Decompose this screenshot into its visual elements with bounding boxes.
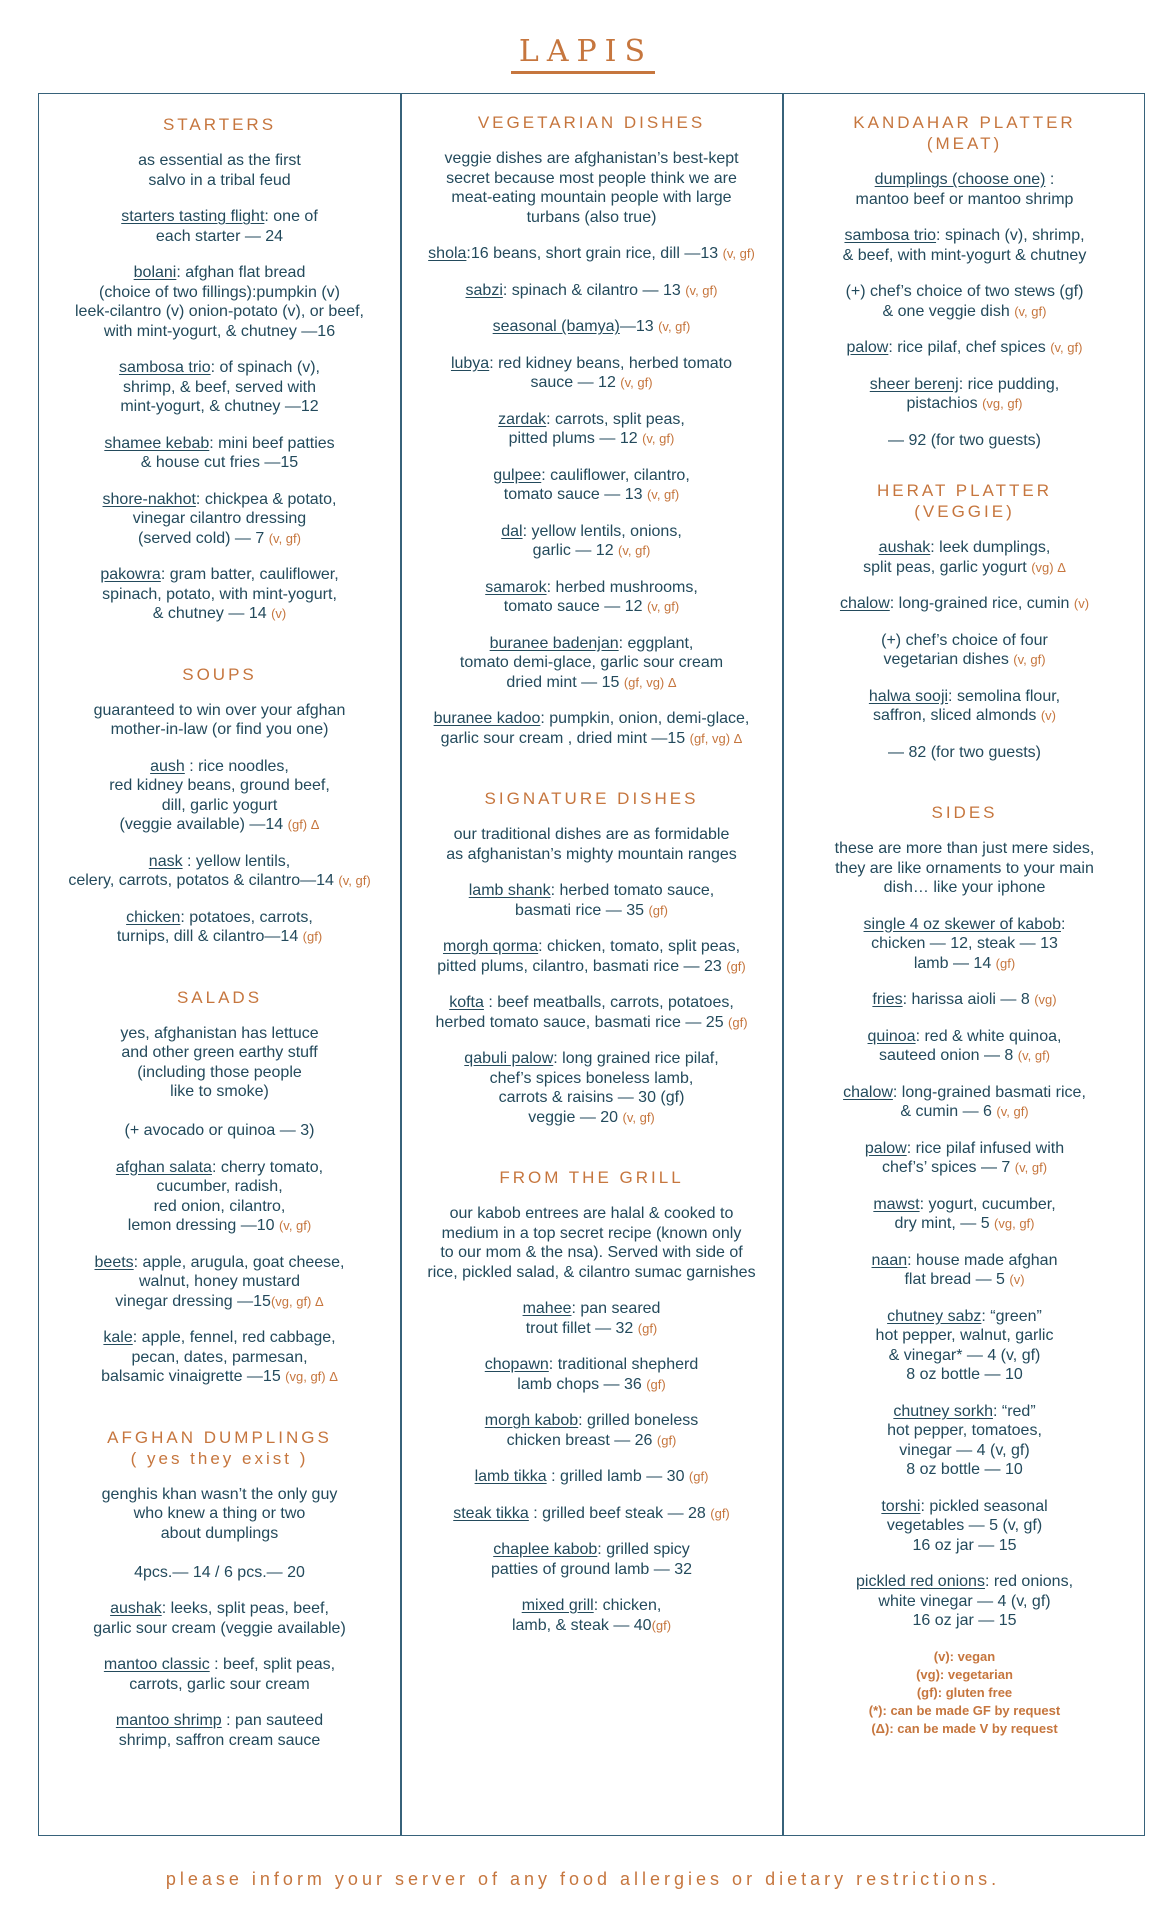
- menu-item: [407, 1299, 776, 1338]
- menu-item-name: morgh kabob: [484, 1412, 579, 1429]
- section-title-text: STARTERS: [162, 115, 277, 134]
- section-intro: veggie dishes are afghanistan’s best-kept secret because most people think we are meat-eating mountain people with large turbans (also true): [444, 150, 739, 226]
- dietary-tags: (vg, gf) Δ: [285, 1369, 338, 1384]
- dietary-tags: (gf): [651, 1617, 672, 1633]
- dietary-tags: (v, gf): [618, 543, 651, 558]
- menu-item-name: dal: [501, 522, 523, 540]
- menu-item-name: sheer berenj: [869, 375, 959, 393]
- menu-item: [790, 1497, 1139, 1556]
- menu-item: [407, 281, 776, 301]
- menu-section: [45, 664, 394, 947]
- dietary-tags: (v, gf): [646, 599, 680, 614]
- legend-line: (v): vegan: [933, 1648, 996, 1664]
- menu-item: [45, 358, 394, 417]
- menu-item-name: chalow: [843, 1083, 893, 1101]
- menu-item-desc: : red & white quinoa, sauteed onion — 8: [878, 1027, 1062, 1064]
- menu-item: [790, 1083, 1139, 1122]
- dietary-tags: (v, gf): [622, 1109, 655, 1125]
- section-title: [790, 480, 1139, 522]
- menu-item-name: halwa sooji: [868, 687, 949, 705]
- menu-item: [407, 522, 776, 561]
- menu-item: [790, 1402, 1139, 1480]
- menu-item-name: samarok: [485, 578, 547, 596]
- dietary-tags: (v, gf): [1050, 340, 1083, 355]
- menu-item: [407, 354, 776, 393]
- menu-item: [407, 244, 776, 264]
- section-title-text: HERAT PLATTER: [876, 481, 1053, 500]
- menu-item-desc: : yogurt, cucumber, dry mint, — 5: [894, 1195, 1056, 1232]
- menu-item: [45, 1655, 394, 1694]
- menu-item: [45, 1599, 394, 1638]
- dietary-tags: (v, gf): [642, 431, 675, 446]
- section-subtitle: (MEAT): [926, 134, 1003, 153]
- menu-item-desc: —13: [619, 318, 659, 335]
- dietary-tags: (v): [1040, 708, 1056, 723]
- dietary-tags: (v): [271, 606, 287, 621]
- restaurant-name: LAPIS: [511, 34, 655, 74]
- menu-item-desc: : pickled seasonal vegetables — 5 (v, gf) 16 oz jar — 15: [886, 1497, 1048, 1554]
- menu-item-name: starters tasting flight: [121, 208, 265, 225]
- section-title-text: AFGHAN DUMPLINGS: [107, 1427, 332, 1447]
- menu-item-name: fries: [872, 991, 903, 1008]
- menu-item-desc: : yellow lentils, celery, carrots, potatos & cilantro—14: [68, 852, 339, 889]
- menu-item: [790, 338, 1139, 358]
- menu-item-name: chicken: [126, 908, 181, 926]
- menu-item-name: chaplee kabob: [493, 1541, 598, 1558]
- menu-item: [407, 1049, 776, 1127]
- menu-item: [45, 1328, 394, 1387]
- dietary-tags: (gf): [302, 929, 323, 944]
- dietary-tags: (v, gf): [722, 246, 755, 261]
- menu-item-desc: : carrots, split peas, pitted plums — 12: [508, 410, 685, 447]
- menu-item-desc: : red kidney beans, herbed tomato sauce — 12: [489, 354, 733, 391]
- dietary-tags: (gf): [637, 1320, 658, 1336]
- menu-item-name: palow: [846, 339, 889, 356]
- section-title: [407, 1167, 776, 1188]
- dietary-tags: (gf) Δ: [287, 817, 320, 832]
- menu-item: [45, 263, 394, 341]
- section-title-text: SIDES: [931, 803, 998, 822]
- menu-item: [45, 908, 394, 947]
- menu-item-desc: : beef meatballs, carrots, potatoes, herbed tomato sauce, basmati rice — 25: [435, 994, 734, 1031]
- menu-item: [790, 1027, 1139, 1066]
- menu-item-desc: (+) chef’s choice of four vegetarian dishes: [881, 631, 1048, 668]
- restaurant-logo: [0, 34, 1166, 74]
- menu-item-name: aushak: [878, 539, 931, 556]
- menu-item-desc: : “red” hot pepper, tomatoes, vinegar — 4 (v, gf) 8 oz bottle — 10: [887, 1402, 1042, 1478]
- menu-item-desc: : one of each starter — 24: [155, 208, 318, 245]
- dietary-tags: (v, gf): [1014, 303, 1047, 319]
- section-title-text: KANDAHAR PLATTER: [853, 113, 1076, 132]
- menu-item-desc: : cauliflower, cilantro, tomato sauce — 13: [503, 466, 690, 503]
- menu-item-desc: : leek dumplings, split peas, garlic yogurt: [863, 539, 1051, 576]
- menu-item: [45, 565, 394, 624]
- menu-item: [790, 1195, 1139, 1234]
- dietary-tags: (vg, gf): [982, 396, 1023, 411]
- dietary-tags: (v, gf): [278, 1218, 312, 1233]
- menu-item-name: lamb shank: [468, 882, 551, 899]
- dietary-tags: (vg, gf) Δ: [270, 1293, 324, 1309]
- menu-item: [407, 466, 776, 505]
- menu-item-desc: : afghan flat bread (choice of two fillings):pumpkin (v) leek-cilantro (v) onion-potato (v), or beef, with mint-yogurt, & chutney —16: [74, 264, 364, 340]
- menu-item-desc: : traditional shepherd lamb chops — 36: [517, 1356, 699, 1393]
- menu-item-name: beets: [94, 1253, 134, 1271]
- section-subtitle: (VEGGIE): [914, 502, 1015, 521]
- legend-line: (Δ): can be made V by request: [871, 1720, 1058, 1736]
- menu-item-desc: : long grained rice pilaf, chef’s spices boneless lamb, carrots & raisins — 30 (gf) veggie — 20: [489, 1050, 719, 1126]
- dietary-tags: (v, gf): [1017, 1048, 1051, 1063]
- menu-item: [790, 743, 1139, 763]
- menu-item-name: buranee badenjan: [489, 634, 619, 652]
- menu-item-desc: : chicken — 12, steak — 13 lamb — 14: [871, 915, 1066, 972]
- section-title: [45, 1427, 394, 1469]
- menu-item-name: chopawn: [484, 1356, 549, 1373]
- section-title-text: SALADS: [176, 987, 263, 1007]
- dietary-tags: (v, gf): [658, 319, 691, 334]
- menu-item: [45, 434, 394, 473]
- menu-item-desc: : leeks, split peas, beef, garlic sour cream (veggie available): [93, 1600, 346, 1637]
- dietary-tags: (v, gf): [996, 1104, 1029, 1119]
- menu-item: [790, 538, 1139, 577]
- menu-item-desc: : cherry tomato, cucumber, radish, red onion, cilantro, lemon dressing —10: [127, 1158, 324, 1234]
- section-title: [407, 788, 776, 809]
- menu-item-name: chalow: [839, 595, 890, 612]
- menu-item-desc: : rice pilaf, chef spices: [888, 339, 1051, 356]
- menu-item-desc: : of spinach (v), shrimp, & beef, served with mint-yogurt, & chutney —12: [120, 359, 320, 415]
- menu-item-desc: : grilled spicy patties of ground lamb — 32: [490, 1541, 692, 1578]
- menu-item: [407, 1355, 776, 1394]
- menu-item-desc: : mini beef patties & house cut fries —15: [140, 434, 335, 471]
- menu-item-name: kofta: [449, 994, 484, 1011]
- dietary-tags: (gf): [995, 955, 1016, 971]
- dietary-tags: (gf): [648, 902, 668, 918]
- menu-item: [790, 990, 1139, 1010]
- dietary-tags: (gf): [726, 958, 746, 974]
- menu-item-name: zardak: [498, 410, 547, 428]
- menu-item-desc: : apple, arugula, goat cheese, walnut, honey mustard vinegar dressing —15: [115, 1253, 345, 1310]
- menu-section: [407, 1167, 776, 1635]
- dietary-tags: (v, gf): [268, 530, 301, 546]
- allergy-notice: please inform your server of any food allergies or dietary restrictions.: [165, 1869, 1001, 1889]
- menu-item: [407, 993, 776, 1032]
- menu-item: [407, 1411, 776, 1450]
- menu-item: [790, 1572, 1139, 1631]
- menu-item-desc: : harissa aioli — 8: [902, 991, 1035, 1008]
- menu-column-right: [784, 94, 1145, 1835]
- section-intro: yes, afghanistan has lettuce and other green earthy stuff (including those people like to smoke) (+ avocado or quinoa — 3): [120, 1024, 319, 1139]
- menu-item: [45, 1253, 394, 1312]
- menu-item-desc: : beef, split peas, carrots, garlic sour cream: [129, 1656, 336, 1693]
- menu-item-desc: : spinach (v), shrimp, & beef, with mint-yogurt & chutney: [842, 227, 1087, 264]
- menu-item-name: nask: [148, 852, 183, 870]
- menu-item-name: chutney sorkh: [893, 1402, 993, 1420]
- menu-item-desc: — 92 (for two guests): [888, 431, 1041, 449]
- menu-item-desc: : rice pilaf infused with chef’s’ spices — 7: [881, 1139, 1065, 1176]
- menu-item-name: single 4 oz skewer of kabob: [863, 915, 1061, 933]
- legend-line: (vg): vegetarian: [916, 1666, 1013, 1682]
- section-title: [45, 114, 394, 135]
- section-subtitle: ( yes they exist ): [130, 1448, 309, 1468]
- menu-item-desc: : herbed tomato sauce, basmati rice — 35: [515, 882, 715, 919]
- menu-item-name: steak tikka: [453, 1504, 529, 1522]
- menu-item-name: aush: [150, 757, 185, 775]
- menu-item: [45, 1158, 394, 1236]
- section-title: [790, 112, 1139, 154]
- menu-item-desc: : red onions, white vinegar — 4 (v, gf) 16 oz jar — 15: [878, 1573, 1074, 1629]
- dietary-tags: (v, gf): [646, 487, 680, 502]
- menu-item-desc: : chicken, tomato, split peas, pitted plums, cilantro, basmati rice — 23: [437, 938, 741, 975]
- menu-section: [45, 987, 394, 1387]
- dietary-tags: (vg): [1034, 992, 1057, 1007]
- section-title-text: VEGETARIAN DISHES: [477, 113, 706, 132]
- menu-item-name: shamee kebab: [104, 434, 210, 452]
- menu-item-desc: : pumpkin, onion, demi-glace, garlic sour cream , dried mint —15: [440, 710, 750, 747]
- dietary-tags: (v, gf): [685, 282, 718, 298]
- menu-item-name: chutney sabz: [887, 1307, 982, 1325]
- menu-item-desc: : eggplant, tomato demi-glace, garlic sour cream dried mint — 15: [459, 634, 724, 691]
- menu-section: [45, 114, 394, 624]
- section-intro: as essential as the first salvo in a tribal feud: [138, 152, 301, 189]
- menu-item: [790, 431, 1139, 451]
- menu-column-middle: [401, 94, 782, 1835]
- menu-item: [790, 1251, 1139, 1290]
- dietary-tags: (gf): [728, 1014, 748, 1030]
- dietary-tags: (v, gf): [338, 873, 371, 888]
- menu-item-name: seasonal (bamya): [492, 318, 620, 335]
- menu-item-name: sambosa trio: [844, 227, 937, 244]
- menu-item: [790, 226, 1139, 265]
- menu-item-desc: : long-grained rice, cumin: [889, 595, 1074, 612]
- menu-item-name: kale: [103, 1329, 133, 1346]
- dietary-tags: (vg) Δ: [1031, 559, 1066, 575]
- menu-item: [790, 170, 1139, 209]
- menu-item-desc: : long-grained basmati rice, & cumin — 6: [892, 1083, 1086, 1120]
- menu-item: [407, 1467, 776, 1487]
- menu-item-name: palow: [864, 1139, 907, 1157]
- menu-item: [790, 594, 1139, 614]
- menu-item-name: afghan salata: [115, 1158, 212, 1176]
- menu-item: [45, 1711, 394, 1750]
- section-title: [45, 664, 394, 685]
- menu-item: [407, 1540, 776, 1579]
- menu-item: [45, 490, 394, 549]
- menu-item: [790, 687, 1139, 726]
- menu-item-desc: : herbed mushrooms, tomato sauce — 12: [503, 578, 698, 615]
- menu-item-name: shola: [428, 245, 467, 262]
- menu-item-desc: : semolina flour, saffron, sliced almonds: [873, 687, 1061, 724]
- menu-item-desc: : potatoes, carrots, turnips, dill & cilantro—14: [116, 908, 313, 945]
- dietary-tags: (v, gf): [620, 375, 653, 390]
- menu-item-name: mixed grill: [521, 1597, 594, 1614]
- menu-item-desc: : “green” hot pepper, walnut, garlic & vinegar* — 4 (v, gf) 8 oz bottle — 10: [875, 1307, 1054, 1383]
- menu-item-desc: : mantoo beef or mantoo shrimp: [855, 171, 1074, 208]
- dietary-tags: (gf): [710, 1505, 730, 1521]
- menu-item-name: bolani: [133, 264, 177, 281]
- menu-item-name: morgh qorma: [442, 938, 539, 955]
- dietary-legend: [790, 1648, 1139, 1738]
- menu-item: [407, 634, 776, 693]
- menu-item: [407, 410, 776, 449]
- menu-item: [407, 937, 776, 976]
- menu-item: [407, 881, 776, 920]
- section-intro: our traditional dishes are as formidable as afghanistan’s mighty mountain ranges: [446, 826, 737, 863]
- section-title: [407, 112, 776, 133]
- dietary-tags: (v, gf): [1014, 1160, 1048, 1175]
- menu-item-desc: : gram batter, cauliflower, spinach, potato, with mint-yogurt, & chutney — 14: [102, 566, 339, 622]
- menu-item-desc: : grilled beef steak — 28: [528, 1504, 711, 1522]
- menu-item-name: lamb tikka: [474, 1468, 547, 1485]
- menu-item: [407, 317, 776, 337]
- menu-section: [790, 480, 1139, 762]
- dietary-tags: (vg, gf): [994, 1216, 1035, 1231]
- legend-line: (gf): gluten free: [916, 1684, 1013, 1700]
- menu-item-desc: : chicken, lamb, & steak — 40: [511, 1597, 662, 1634]
- dietary-tags: (gf): [646, 1376, 666, 1392]
- dietary-tags: (gf, vg) Δ: [689, 730, 743, 746]
- menu-item: [45, 757, 394, 835]
- menu-item: [407, 709, 776, 748]
- menu-item-desc: : rice noodles, red kidney beans, ground beef, dill, garlic yogurt (veggie available) —14: [109, 757, 330, 833]
- menu-item: [407, 1504, 776, 1524]
- menu-item-desc: — 82 (for two guests): [888, 743, 1041, 761]
- menu-item: [790, 915, 1139, 974]
- section-title: [790, 802, 1139, 823]
- menu-item: [790, 282, 1139, 321]
- menu-item-desc: : yellow lentils, onions, garlic — 12: [522, 522, 682, 559]
- dietary-tags: (gf): [688, 1469, 709, 1484]
- dietary-tags: (v): [1073, 596, 1090, 611]
- menu-section: [407, 788, 776, 1127]
- menu-item-desc: : grilled lamb — 30: [546, 1468, 689, 1485]
- menu-item-desc: : pan seared trout fillet — 32: [525, 1300, 661, 1337]
- menu-section: [790, 112, 1139, 450]
- menu-item-desc: : spinach & cilantro — 13: [502, 281, 686, 299]
- menu-item-desc: : house made afghan flat bread — 5: [904, 1251, 1058, 1288]
- dietary-tags: (gf): [656, 1432, 677, 1448]
- menu-item-name: quinoa: [867, 1027, 916, 1045]
- section-title-text: SIGNATURE DISHES: [484, 789, 699, 808]
- menu-item: [407, 1596, 776, 1635]
- menu-item-name: mahee: [522, 1300, 572, 1317]
- menu-item-name: mantoo classic: [103, 1656, 210, 1673]
- legend-line: (*): can be made GF by request: [868, 1702, 1061, 1718]
- section-title-text: SOUPS: [182, 664, 257, 684]
- dietary-tags: (v): [1009, 1272, 1025, 1287]
- section-title-text: FROM THE GRILL: [499, 1168, 684, 1187]
- menu-item-desc: : grilled boneless chicken breast — 26: [506, 1412, 699, 1449]
- menu-section: [407, 112, 776, 748]
- menu-item-name: gulpee: [493, 466, 542, 484]
- menu-item-name: aushak: [110, 1600, 162, 1617]
- menu-item: [790, 631, 1139, 670]
- menu-item: [45, 852, 394, 891]
- menu-column-left: [39, 94, 400, 1835]
- menu-item-desc: : rice pudding, pistachios: [906, 375, 1060, 412]
- menu-item-name: mawst: [873, 1195, 920, 1213]
- menu-item: [790, 375, 1139, 414]
- section-intro: these are more than just mere sides, they are like ornaments to your main dish… like your iphone: [834, 840, 1095, 896]
- dietary-tags: (gf, vg) Δ: [623, 674, 677, 690]
- menu-item: [407, 578, 776, 617]
- menu-section: [45, 1427, 394, 1751]
- menu-item-desc: :16 beans, short grain rice, dill —13: [466, 245, 723, 262]
- menu-item-name: dumplings (choose one): [874, 171, 1046, 188]
- menu-item: [790, 1307, 1139, 1385]
- menu-item: [45, 207, 394, 246]
- section-intro: our kabob entrees are halal & cooked to medium in a top secret recipe (known only to our mom & the nsa). Served with side of rice, pickled salad, & cilantro sumac garnishes: [427, 1205, 756, 1281]
- dietary-tags: (v, gf): [1013, 652, 1046, 667]
- menu-item-name: torshi: [881, 1497, 921, 1515]
- menu-item-name: naan: [871, 1251, 908, 1269]
- menu-item-desc: : pan sauteed shrimp, saffron cream sauce: [118, 1712, 324, 1749]
- menu-section: [790, 802, 1139, 1631]
- menu-item-desc: : chickpea & potato, vinegar cilantro dressing (served cold) — 7: [132, 490, 337, 547]
- menu-item-name: qabuli palow: [464, 1050, 554, 1067]
- menu-item-name: shore-nakhot: [102, 490, 196, 508]
- menu-item-name: sambosa trio: [119, 359, 211, 376]
- section-title: [45, 987, 394, 1008]
- menu-item-desc: : apple, fennel, red cabbage, pecan, dates, parmesan, balsamic vinaigrette —15: [101, 1329, 336, 1385]
- menu-item-name: buranee kadoo: [433, 710, 541, 727]
- menu-item-name: sabzi: [465, 281, 503, 299]
- section-intro: guaranteed to win over your afghan mother-in-law (or find you one): [93, 701, 346, 738]
- menu-item-name: pakowra: [100, 566, 161, 583]
- menu-item: [790, 1139, 1139, 1178]
- menu-item-name: lubya: [450, 354, 490, 372]
- menu-frame: [38, 93, 1145, 1836]
- menu-item-name: pickled red onions: [855, 1573, 985, 1590]
- section-intro: genghis khan wasn’t the only guy who knew a thing or two about dumplings 4pcs.— 14 / 6 pcs.— 20: [101, 1485, 338, 1581]
- menu-item-name: mantoo shrimp: [115, 1712, 222, 1729]
- menu-item-desc: (+) chef’s choice of two stews (gf) & one veggie dish: [845, 283, 1084, 320]
